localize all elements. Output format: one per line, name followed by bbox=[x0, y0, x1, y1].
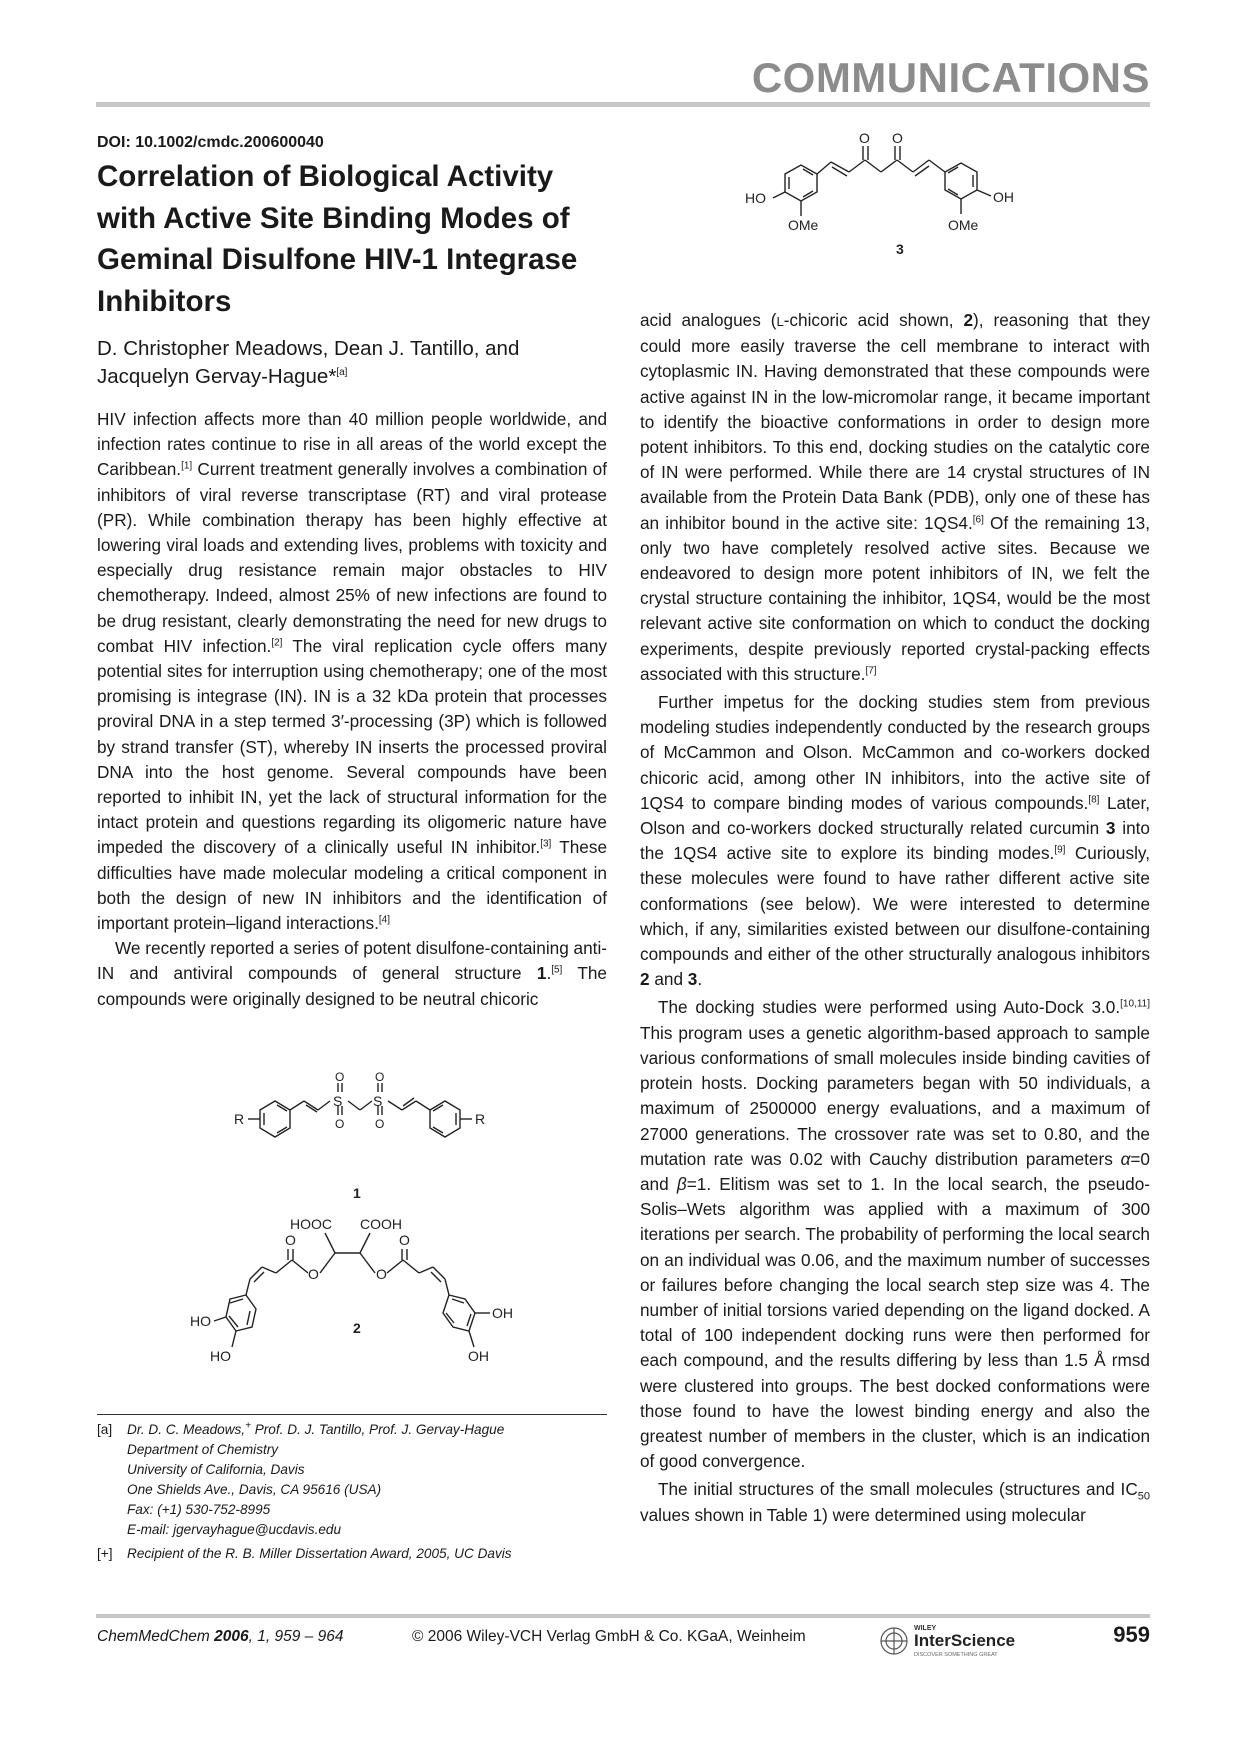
s1-label-o-2: O bbox=[335, 1117, 345, 1131]
left-column bbox=[97, 407, 607, 1012]
wiley-interscience-logo bbox=[874, 1620, 1050, 1662]
s1-label-o-3: O bbox=[375, 1070, 385, 1084]
footer-journal bbox=[97, 1628, 343, 1646]
s2-label-o-ester-left: O bbox=[308, 1266, 319, 1282]
doi: DOI: 10.1002/cmdc.200600040 bbox=[97, 134, 324, 151]
affiliation-block bbox=[97, 1420, 607, 1564]
affiliation-line-6: E-mail: jgervayhague@ucdavis.edu bbox=[127, 1522, 342, 1537]
paragraph-2: We recently reported a series of potent disulfone-containing anti-IN and antiviral compounds of general structure 1.[5] The compounds were originally designed to be neutral chicoric bbox=[97, 938, 607, 1009]
affiliation-line-7: Recipient of the R. B. Miller Dissertation Award, 2005, UC Davis bbox=[127, 1546, 512, 1561]
paragraph-3: acid analogues (L-chicoric acid shown, 2), reasoning that they could more easily traverse the cell membrane to interact with cytoplasmic IN. Having demonstrated that these compounds were active against IN in the low-micromolar range, it became important to identify the bioactive conformations in order to design more potent inhibitors. To this end, docking studies on the catalytic core of IN were performed. While there are 14 crystal structures of IN available from the Protein Data Bank (PDB), only one of these has an inhibitor bound in the active site: 1QS4.[6] Of the remaining 13, only two have completely resolved active sites. Because we endeavored to design more potent inhibitors of IN, we felt the crystal structure containing the inhibitor, 1QS4, would be the most relevant active site conformation on which to conduct the docking experiments, despite previously reported crystal-packing effects associated with this structure.[7] bbox=[640, 310, 1151, 684]
s3-label-oh: OH bbox=[993, 189, 1014, 205]
s2-label-o-carbonyl-right: O bbox=[399, 1232, 410, 1248]
affiliation-line-2: Department of Chemistry bbox=[127, 1442, 279, 1457]
paragraph-6: The initial structures of the small molecules (structures and $IC_{50}$ values shown in Table 1) were determined using molecular bbox=[640, 1479, 1150, 1525]
s1-label-o-1: O bbox=[335, 1070, 345, 1084]
s2-label-hooc: HOOC bbox=[290, 1216, 332, 1232]
s1-label-o-4: O bbox=[375, 1117, 385, 1131]
bottom-rule bbox=[96, 1614, 1150, 1618]
s3-label-o-1: O bbox=[859, 132, 870, 146]
page-number: 959 bbox=[1113, 1622, 1150, 1647]
s2-label-oh-1: OH bbox=[492, 1305, 513, 1321]
s3-label-o-2: O bbox=[892, 132, 903, 146]
structure-2-diagram bbox=[190, 1215, 530, 1380]
logo-tagline: DISCOVER SOMETHING GREAT bbox=[914, 1652, 998, 1658]
s2-label-o-ester-right: O bbox=[376, 1266, 387, 1282]
footer-copyright: © 2006 Wiley-VCH Verlag GmbH & Co. KGaA, Weinheim bbox=[412, 1628, 806, 1645]
s3-label-ho: HO bbox=[745, 190, 766, 206]
s2-label-o-carbonyl-left: O bbox=[285, 1232, 296, 1248]
authors-line-2: Jacquelyn Gervay-Hague* bbox=[97, 365, 337, 388]
s3-label-ome-left: OMe bbox=[788, 217, 819, 233]
right-column bbox=[640, 308, 1150, 1528]
article-title: Correlation of Biological Activity with Active Site Binding Modes of Geminal Disulfone HIV-1 Integrase Inhibitors bbox=[97, 160, 578, 318]
authors bbox=[97, 335, 617, 391]
s2-label-ho-2: HO bbox=[210, 1348, 231, 1364]
s1-label-r-right: R bbox=[475, 1111, 486, 1127]
affiliation-line-1: Dr. D. C. Meadows, bbox=[127, 1422, 246, 1437]
s2-label-oh-2: OH bbox=[468, 1348, 489, 1364]
affiliation-rule bbox=[97, 1414, 607, 1415]
affiliation-line-1-sup: + bbox=[245, 1420, 251, 1432]
affiliation-mark-a: [a] bbox=[97, 1422, 113, 1437]
s1-label-s-right: S bbox=[373, 1093, 383, 1109]
structure-1-number: 1 bbox=[353, 1185, 361, 1201]
top-rule bbox=[96, 102, 1150, 107]
affiliation-line-4: One Shields Ave., Davis, CA 95616 (USA) bbox=[127, 1482, 382, 1497]
structure-3-diagram bbox=[745, 132, 1065, 257]
affiliation-line-3: University of California, Davis bbox=[127, 1462, 305, 1477]
logo-interscience: InterScience bbox=[914, 1631, 1016, 1650]
footer-volume-pages: , 1, 959 – 964 bbox=[248, 1628, 344, 1645]
logo-wiley: WILEY bbox=[914, 1625, 937, 1632]
paragraph-4: Further impetus for the docking studies stem from previous modeling studies independently conducted by the research groups of McCammon and Olson. McCammon and co-workers docked chicoric acid, among other IN inhibitors, into the active site of 1QS4 to compare binding modes of various compounds.[8] Later, Olson and co-workers docked structurally related curcumin 3 into the 1QS4 active site to explore its binding modes.[9] Curiously, these molecules were found to have rather different active site conformations (see below). We were interested to determine which, if any, similarities existed between our disulfone-containing compounds and either of the other structurally analogous inhibitors 2 and 3. bbox=[640, 692, 1150, 990]
section-header: COMMUNICATIONS bbox=[751, 54, 1150, 101]
footer-journal-name: ChemMedChem bbox=[97, 1628, 210, 1645]
s1-label-r-left: R bbox=[234, 1111, 245, 1127]
paragraph-5: The docking studies were performed using Auto-Dock 3.0.[10,11] This program uses a genetic algorithm-based approach to sample various conformations of small molecules inside binding cavities of protein hosts. Docking parameters began with 50 individuals, a maximum of 2500000 energy evaluations, and a maximum of 27000 generations. The crossover rate was set to 0.80, and the mutation rate was 0.02 with Cauchy distribution parameters α=0 and β=1. Elitism was set to 1. In the local search, the pseudo-Solis–Wets algorithm was applied with a maximum of 300 iterations per search. The probability of performing the local search on an individual was 0.06, and the maximum number of successes or failures before changing the local search step size was 4. The number of initial torsions varied depending on the ligand docked. A total of 100 independent docking runs were then performed for each compound, and the results differing by less than 1.5 Å rmsd were clustered into groups. The best docked conformations were those found to have the lowest binding energy and also the greatest number of members in the cluster, which is an indication of good convergence. bbox=[640, 997, 1151, 1472]
s2-label-ho-1: HO bbox=[190, 1313, 211, 1329]
affiliation-line-1-rest: Prof. D. J. Tantillo, Prof. J. Gervay-Hague bbox=[250, 1422, 505, 1437]
authors-line-1: D. Christopher Meadows, Dean J. Tantillo, and bbox=[97, 337, 520, 360]
s2-label-cooh: COOH bbox=[360, 1216, 402, 1232]
s3-label-ome-right: OMe bbox=[948, 217, 979, 233]
paragraph-1: HIV infection affects more than 40 million people worldwide, and infection rates continue to rise in all areas of the world except the Caribbean.[1] Current treatment generally involves a combination of inhibitors of viral reverse transcriptase (RT) and viral protease (PR). While combination therapy has been highly effective at lowering viral loads and extending lives, problems with toxicity and especially drug resistance remain major obstacles to HIV chemotherapy. Indeed, almost 25% of new infections are found to be drug resistant, clearly demonstrating the need for new drugs to combat HIV infection.[2] The viral replication cycle offers many potential sites for interruption using chemotherapy; one of the most promising is integrase (IN). IN is a 32 kDa protein that processes proviral DNA in a step termed 3′-processing (3P) which is followed by strand transfer (ST), whereby IN inserts the processed proviral DNA into the host genome. Several compounds have been reported to inhibit IN, yet the lack of structural information for the intact protein and questions regarding its oligomeric nature have impeded the discovery of a clinically useful IN inhibitor.[3] These difficulties have made molecular modeling a critical component in both the design of new IN inhibitors and the identification of important protein–ligand interactions.[4] bbox=[97, 409, 607, 934]
structure-3-number: 3 bbox=[896, 241, 904, 257]
authors-affiliation-mark: [a] bbox=[336, 367, 348, 379]
s1-label-s-left: S bbox=[333, 1093, 343, 1109]
footer-year: 2006 bbox=[214, 1628, 249, 1645]
affiliation-line-5: Fax: (+1) 530-752-8995 bbox=[127, 1502, 271, 1517]
affiliation-mark-plus: [+] bbox=[97, 1546, 113, 1561]
structure-1-diagram bbox=[220, 1070, 500, 1205]
structure-2-number: 2 bbox=[353, 1320, 361, 1336]
